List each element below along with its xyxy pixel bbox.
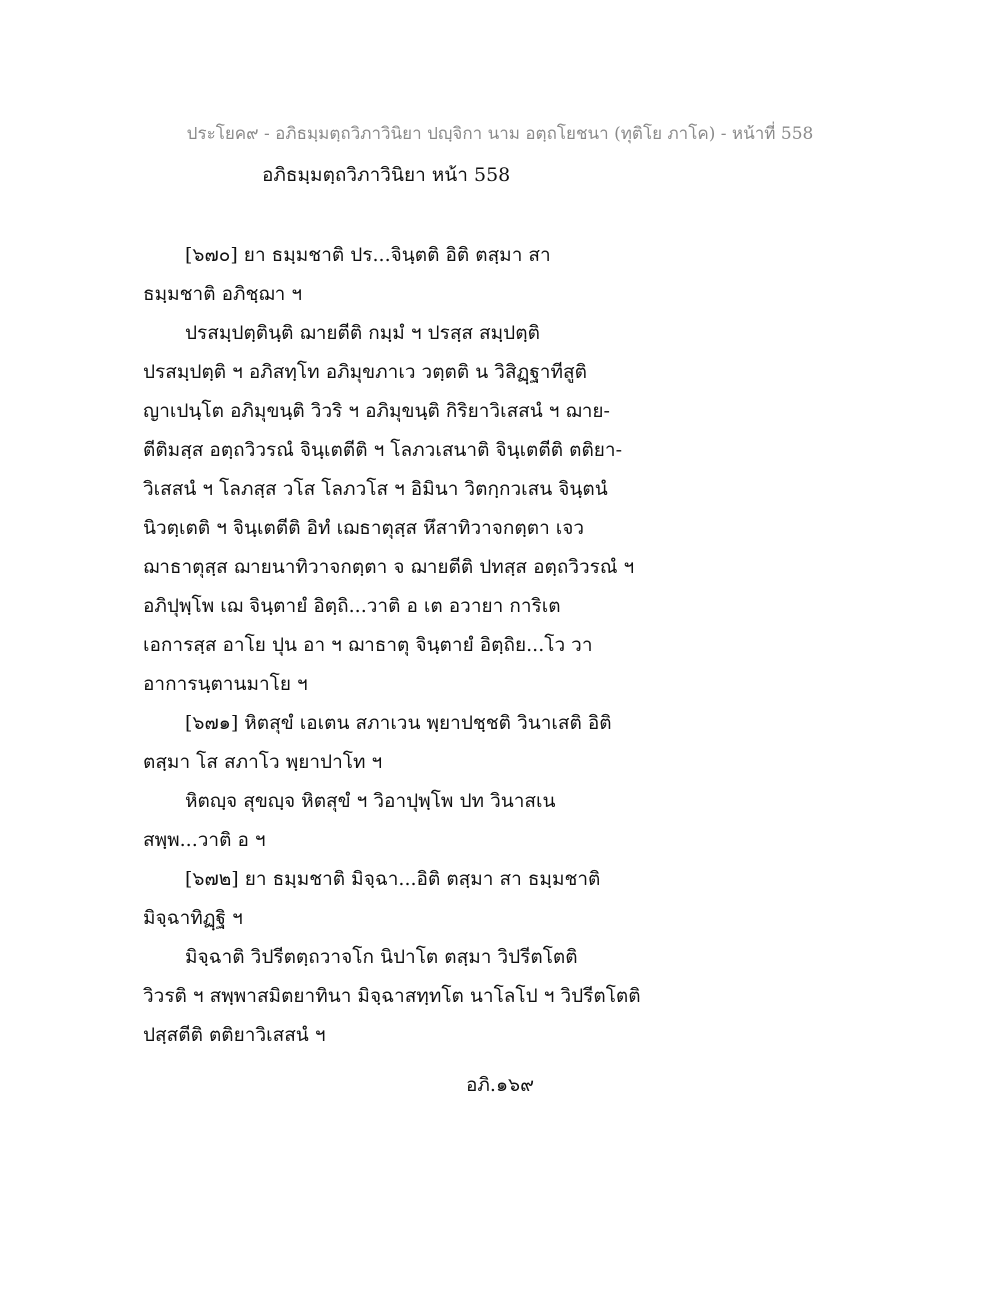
text-line: หิตญฺจ สุขญฺจ หิตสุขํ ฯ วิอาปุพฺโพ ปท วินาสเน [185,790,556,812]
text-line: ปรสมฺปตฺตินฺติ ฌายตีติ กมฺมํ ฯ ปรสฺส สมฺปตฺติ [185,322,540,344]
text-line: ตีติมสฺส อตฺถวิวรณํ จินฺเตตีติ ฯ โลภวเสนาติ จินฺเตตีติ ตติยา- [143,439,623,461]
text-line: วิวรติ ฯ สพฺพาสมิตยาทินา มิจฺฉาสทฺทโต นาโลโป ฯ วิปรีตโตติ [143,985,641,1007]
text-line: นิวตฺเตติ ฯ จินฺเตตีติ อิทํ เฌธาตุสฺส หึสาทิวาจกตฺตา เจว [143,517,585,539]
text-line: เอการสฺส อาโย ปุน อา ฯ ฌาธาตุ จินฺตายํ อิตฺถิย...โว วา [143,634,593,656]
text-line: ปสฺสตีติ ตติยาวิเสสนํ ฯ [143,1024,326,1046]
text-line: สพฺพ...วาติ อ ฯ [143,829,266,851]
text-line: ธมฺมชาติ อภิชฺฌา ฯ [143,283,303,305]
text-line: มิจฺฉาทิฏฺฐิ ฯ [143,907,243,929]
text-line: ตสฺมา โส สภาโว พฺยาปาโท ฯ [143,751,383,773]
text-line: มิจฺฉาติ วิปรีตตฺถวาจโก นิปาโต ตสฺมา วิปรีตโตติ [185,946,578,968]
running-header: ประโยค๙ - อภิธมฺมตฺถวิภาวินิยา ปญฺจิกา นาม อตฺถโยชนา (ทุติโย ภาโค) - หน้าที่ 558 [186,124,814,144]
text-line: [๖๗๐] ยา ธมฺมชาติ ปร...จินฺตติ อิติ ตสฺมา สา [185,244,551,266]
page-heading: อภิธมฺมตฺถวิภาวินิยา หน้า 558 [262,164,511,186]
text-line: อภิปุพฺโพ เฌ จินฺตายํ อิตฺถิ...วาติ อ เต อวายา การิเต [143,595,561,617]
text-line: ปรสมฺปตฺติ ฯ อภิสทฺโท อภิมุขภาเว วตฺตติ น วิสิฏฺฐาทีสูติ [143,361,587,383]
text-line: [๖๗๑] หิตสุขํ เอเตน สภาเวน พฺยาปชฺชติ วินาเสติ อิติ [185,712,612,734]
text-line: [๖๗๒] ยา ธมฺมชาติ มิจฺฉา...อิติ ตสฺมา สา ธมฺมชาติ [185,868,601,890]
body-text [143,236,743,1055]
footer-reference: อภิ.๑๖๙ [465,1074,534,1096]
text-line: ฌาธาตุสฺส ฌายนาทิวาจกตฺตา จ ฌายตีติ ปทสฺส อตฺถวิวรณํ ฯ [143,556,635,578]
text-line: วิเสสนํ ฯ โลภสฺส วโส โลภวโส ฯ อิมินา วิตกฺกวเสน จินฺตนํ [143,478,608,500]
text-line: อาการนฺตานมาโย ฯ [143,673,308,695]
text-line: ญาเปนฺโต อภิมุขนฺติ วิวริ ฯ อภิมุขนฺติ กิริยาวิเสสนํ ฯ ฌาย- [143,400,610,422]
